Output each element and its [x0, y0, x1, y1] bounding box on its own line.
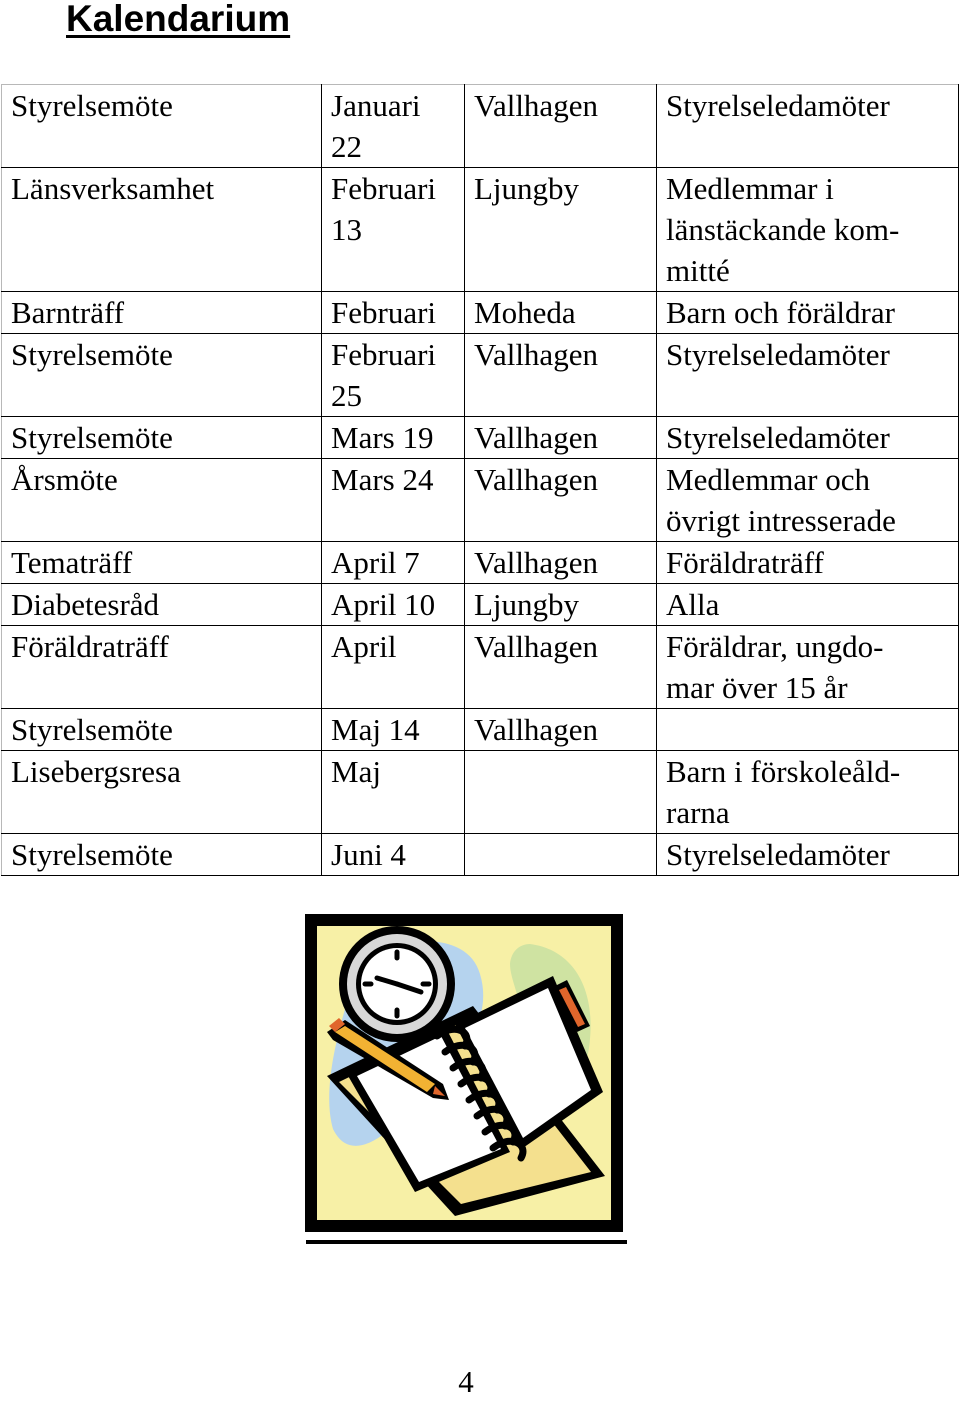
date-cell-line: 22: [331, 129, 362, 164]
event-cell: [2, 292, 322, 334]
event-cell-text: Lisebergsresa: [11, 754, 181, 789]
place-cell: [465, 709, 657, 751]
date-cell: [322, 751, 465, 834]
table-row: [2, 584, 959, 626]
audience-cell: [657, 542, 959, 584]
event-cell-text: Barnträff: [11, 295, 125, 330]
calendar-notebook-clock-pencil-icon: [305, 914, 623, 1232]
table-row: [2, 709, 959, 751]
place-cell: [465, 292, 657, 334]
event-cell: [2, 542, 322, 584]
audience-cell: [657, 751, 959, 834]
event-cell-text: Årsmöte: [11, 462, 118, 497]
place-cell: [465, 334, 657, 417]
event-cell-text: Styrelsemöte: [11, 837, 173, 872]
audience-cell-line: Medlemmar och: [666, 462, 871, 497]
event-cell-text: Styrelsemöte: [11, 712, 173, 747]
audience-cell-line: övrigt intresserade: [666, 503, 896, 538]
date-cell: [322, 168, 465, 292]
page-number: 4: [458, 1364, 474, 1399]
event-cell: [2, 334, 322, 417]
event-cell: [2, 85, 322, 168]
table-row: [2, 751, 959, 834]
date-cell-line: Februari: [331, 337, 437, 372]
place-cell-text: Vallhagen: [474, 545, 598, 580]
place-cell-text: Ljungby: [474, 587, 580, 622]
place-cell: [465, 417, 657, 459]
place-cell: [465, 542, 657, 584]
place-cell-text: Vallhagen: [474, 420, 598, 455]
date-cell-line: April 7: [331, 545, 420, 580]
audience-cell: [657, 417, 959, 459]
audience-cell-line: Styrelseledamöter: [666, 837, 890, 872]
date-cell: [322, 334, 465, 417]
event-cell: [2, 417, 322, 459]
place-cell: [465, 626, 657, 709]
audience-cell: [657, 584, 959, 626]
audience-cell: [657, 834, 959, 876]
date-cell-line: April 10: [331, 587, 436, 622]
event-cell: [2, 626, 322, 709]
audience-cell-line: rarna: [666, 795, 730, 830]
date-cell: [322, 85, 465, 168]
event-cell-text: Föräldraträff: [11, 629, 169, 664]
date-cell-line: Mars 24: [331, 462, 434, 497]
date-cell-line: 25: [331, 378, 362, 413]
audience-cell: [657, 709, 959, 751]
place-cell-text: Vallhagen: [474, 462, 598, 497]
date-cell: [322, 834, 465, 876]
audience-cell-line: mitté: [666, 253, 730, 288]
place-cell-text: Moheda: [474, 295, 576, 330]
table-row: [2, 542, 959, 584]
audience-cell-line: mar över 15 år: [666, 670, 848, 705]
audience-cell-line: Alla: [666, 587, 720, 622]
audience-cell-line: Barn och föräldrar: [666, 295, 895, 330]
date-cell-line: Januari: [331, 88, 421, 123]
event-cell: [2, 751, 322, 834]
audience-cell-line: Styrelseledamöter: [666, 88, 890, 123]
place-cell: [465, 751, 657, 834]
calendar-table: [1, 84, 959, 876]
date-cell: [322, 542, 465, 584]
audience-cell: [657, 85, 959, 168]
date-cell-line: Maj: [331, 754, 381, 789]
place-cell: [465, 168, 657, 292]
audience-cell-line: Styrelseledamöter: [666, 337, 890, 372]
date-cell-line: Juni 4: [331, 837, 406, 872]
place-cell-text: Vallhagen: [474, 712, 598, 747]
table-row: [2, 459, 959, 542]
event-cell-text: Tematräff: [11, 545, 133, 580]
table-row: [2, 85, 959, 168]
place-cell: [465, 85, 657, 168]
table-row: [2, 168, 959, 292]
date-cell: [322, 584, 465, 626]
date-cell: [322, 709, 465, 751]
date-cell-line: April: [331, 629, 397, 664]
audience-cell-line: Medlemmar i: [666, 171, 834, 206]
audience-cell: [657, 459, 959, 542]
place-cell-text: Vallhagen: [474, 629, 598, 664]
page-title: Kalendarium: [66, 0, 291, 39]
audience-cell-line: Föräldraträff: [666, 545, 824, 580]
date-cell-line: Februari: [331, 171, 437, 206]
date-cell-line: Maj 14: [331, 712, 420, 747]
audience-cell-line: länstäckande kom-: [666, 212, 900, 247]
date-cell: [322, 459, 465, 542]
event-cell: [2, 834, 322, 876]
audience-cell: [657, 334, 959, 417]
table-row: [2, 334, 959, 417]
event-cell: [2, 459, 322, 542]
event-cell-text: Diabetesråd: [11, 587, 160, 622]
table-row: [2, 417, 959, 459]
event-cell: [2, 168, 322, 292]
audience-cell: [657, 292, 959, 334]
place-cell: [465, 584, 657, 626]
date-cell-line: Februari: [331, 295, 437, 330]
event-cell-text: Länsverksamhet: [11, 171, 215, 206]
place-cell-text: Vallhagen: [474, 337, 598, 372]
audience-cell: [657, 168, 959, 292]
table-row: [2, 626, 959, 709]
event-cell: [2, 584, 322, 626]
bottom-rule: [306, 1240, 627, 1244]
place-cell: [465, 834, 657, 876]
date-cell-line: Mars 19: [331, 420, 434, 455]
date-cell: [322, 417, 465, 459]
place-cell: [465, 459, 657, 542]
event-cell-text: Styrelsemöte: [11, 337, 173, 372]
audience-cell-line: Barn i förskoleåld-: [666, 754, 901, 789]
place-cell-text: Ljungby: [474, 171, 580, 206]
date-cell: [322, 292, 465, 334]
calendar-table-body: [2, 85, 959, 876]
place-cell-text: Vallhagen: [474, 88, 598, 123]
event-cell-text: Styrelsemöte: [11, 88, 173, 123]
date-cell: [322, 626, 465, 709]
audience-cell-line: Föräldrar, ungdo-: [666, 629, 884, 664]
table-row: [2, 292, 959, 334]
event-cell: [2, 709, 322, 751]
table-row: [2, 834, 959, 876]
date-cell-line: 13: [331, 212, 362, 247]
audience-cell: [657, 626, 959, 709]
event-cell-text: Styrelsemöte: [11, 420, 173, 455]
audience-cell-line: Styrelseledamöter: [666, 420, 890, 455]
